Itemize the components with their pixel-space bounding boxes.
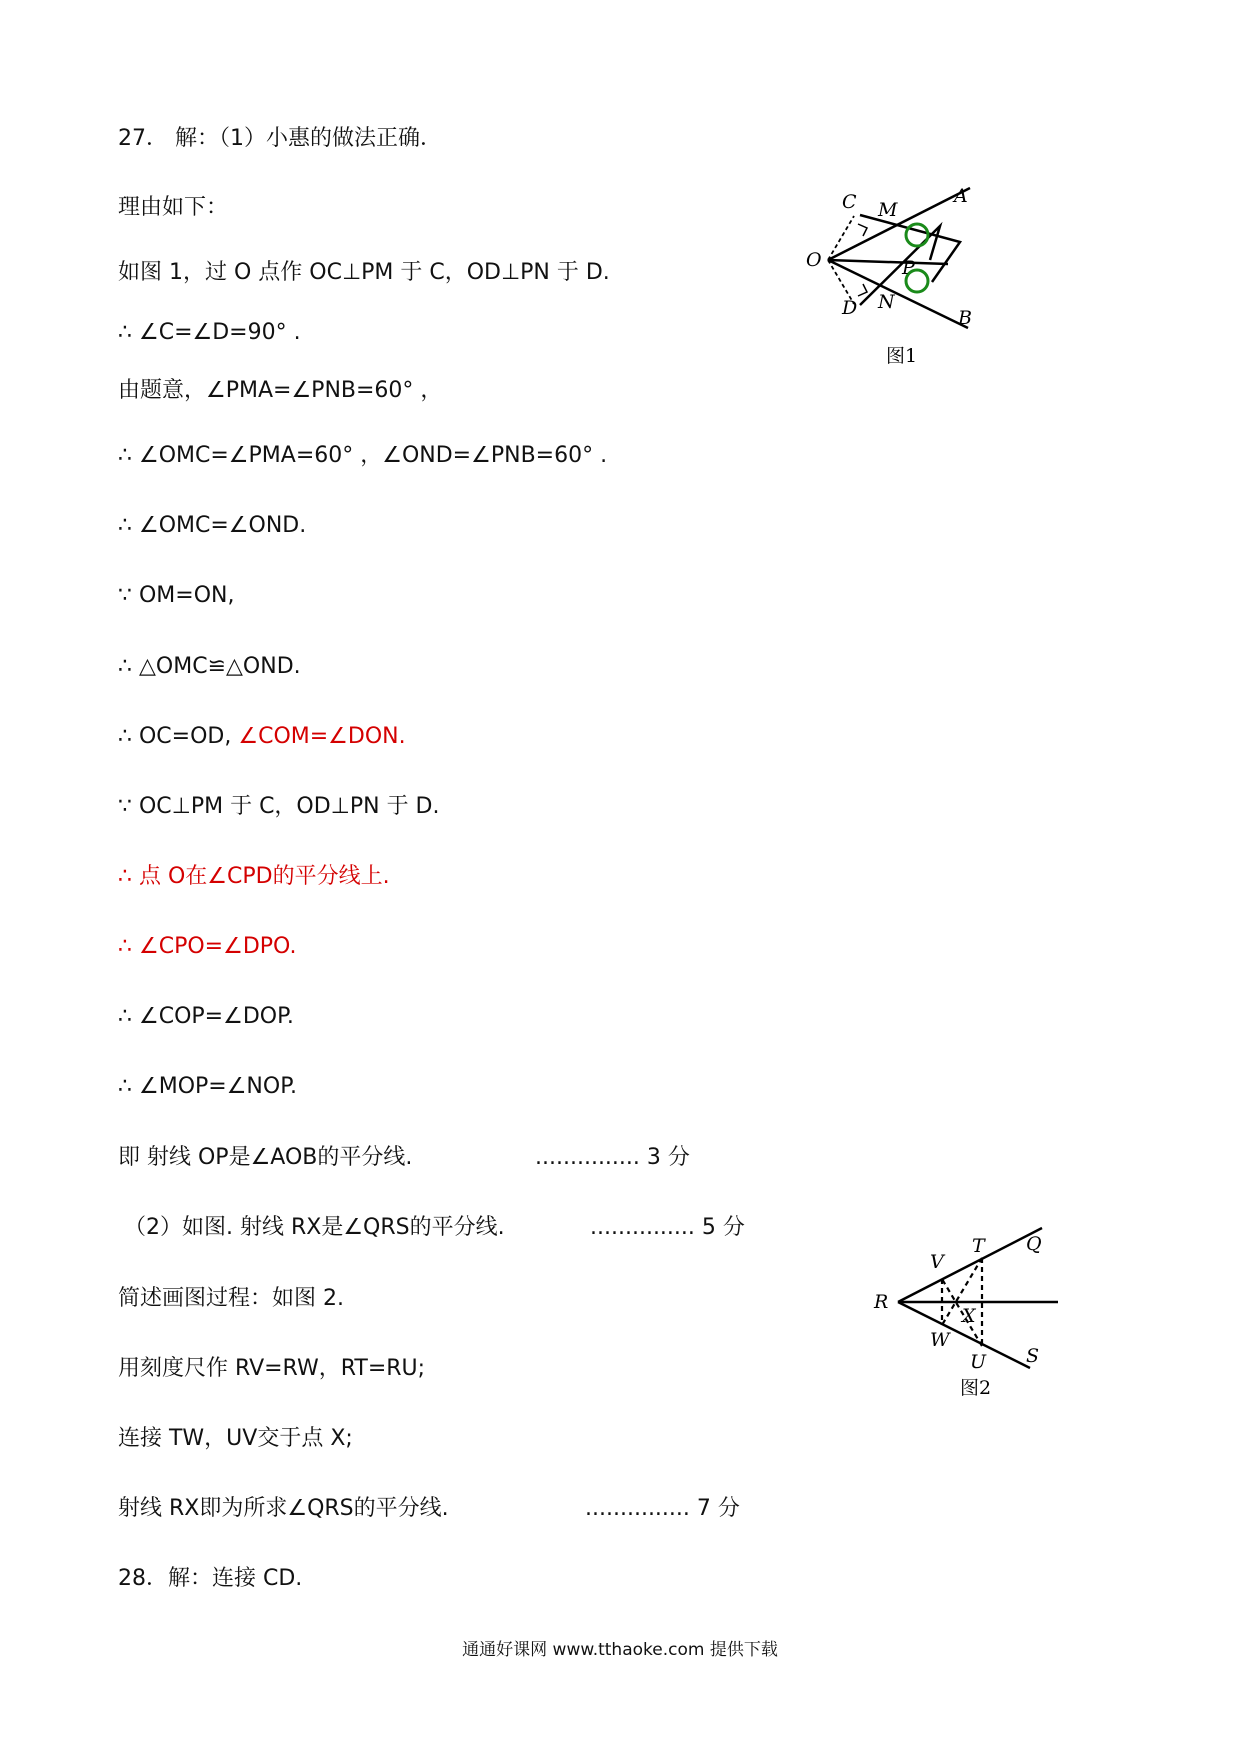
proof-line-8-part-a: ∴ OC=OD, [118, 724, 232, 749]
fig1-right-angle-d [858, 284, 867, 296]
q28-heading: 28．解：连接 CD. [118, 1566, 303, 1591]
fig1-label-o: O [806, 249, 822, 271]
fig2-label-t: T [972, 1235, 985, 1257]
fig2-label-x: X [962, 1305, 976, 1327]
part2-line-1: 简述画图过程：如图 2. [118, 1286, 344, 1311]
fig1-label-m: M [878, 199, 898, 221]
fig2-ray-rq [898, 1228, 1042, 1302]
reason-heading: 理由如下： [118, 195, 229, 220]
fig2-label-w: W [930, 1329, 950, 1351]
part2-heading: （2）如图. 射线 RX是∠QRS的平分线. [124, 1215, 505, 1240]
q27-heading: 27． 解：（1）小惠的做法正确． [118, 126, 442, 151]
fig1-label-a: A [954, 185, 968, 207]
fig2-label-v: V [930, 1251, 944, 1273]
proof-line-7: ∴ △OMC≌△OND. [118, 654, 301, 679]
proof-line-10: ∴ 点 O在∠CPD的平分线上. [118, 864, 390, 889]
proof-line-12: ∴ ∠COP=∠DOP. [118, 1004, 294, 1029]
score-5: ............... 5 分 [590, 1215, 745, 1240]
proof-line-5: ∴ ∠OMC=∠OND. [118, 513, 307, 538]
proof-line-11: ∴ ∠CPO=∠DPO. [118, 934, 297, 959]
proof-line-4: ∴ ∠OMC=∠PMA=60° ，∠OND=∠PNB=60° . [118, 443, 608, 468]
figure-1 [800, 180, 1010, 380]
fig2-label-s: S [1026, 1345, 1040, 1367]
fig1-segment-op [828, 260, 948, 264]
part2-line-2: 用刻度尺作 RV=RW，RT=RU; [118, 1356, 426, 1381]
score-7: ............... 7 分 [585, 1496, 740, 1521]
proof-conclusion: 即 射线 OP是∠AOB的平分线. [118, 1145, 413, 1170]
part2-line-3: 连接 TW，UV交于点 X; [118, 1426, 353, 1451]
footer-source: 通通好课网 www.tthaoke.com 提供下载 [462, 1640, 778, 1660]
score-3: ............... 3 分 [535, 1145, 690, 1170]
proof-line-2: ∴ ∠C=∠D=90° . [118, 320, 301, 345]
fig2-caption: 图2 [960, 1377, 992, 1399]
fig2-label-r: R [874, 1291, 889, 1313]
fig2-label-q: Q [1026, 1233, 1042, 1255]
fig1-label-d: D [842, 297, 858, 319]
proof-line-1: 如图 1，过 O 点作 OC⊥PM 于 C，OD⊥PN 于 D. [118, 260, 610, 285]
fig1-right-angle-c [858, 224, 867, 236]
proof-line-3: 由题意，∠PMA=∠PNB=60° ， [118, 378, 443, 403]
proof-line-8 [118, 722, 406, 752]
fig1-circle-upper [906, 224, 928, 246]
fig1-label-b: B [958, 307, 972, 329]
part2-line-4: 射线 RX即为所求∠QRS的平分线. [118, 1496, 449, 1521]
proof-line-13: ∴ ∠MOP=∠NOP. [118, 1074, 298, 1099]
fig1-label-c: C [842, 191, 857, 213]
fig2-label-u: U [970, 1351, 987, 1373]
fig1-caption: 图1 [886, 345, 918, 367]
proof-line-9: ∵ OC⊥PM 于 C，OD⊥PN 于 D. [118, 794, 440, 819]
fig1-label-p: P [902, 257, 915, 279]
fig1-label-n: N [878, 291, 895, 313]
proof-line-8-part-b: ∠COM=∠DON. [238, 724, 406, 749]
figure-2 [870, 1222, 1070, 1402]
proof-line-6: ∵ OM=ON, [118, 583, 235, 608]
